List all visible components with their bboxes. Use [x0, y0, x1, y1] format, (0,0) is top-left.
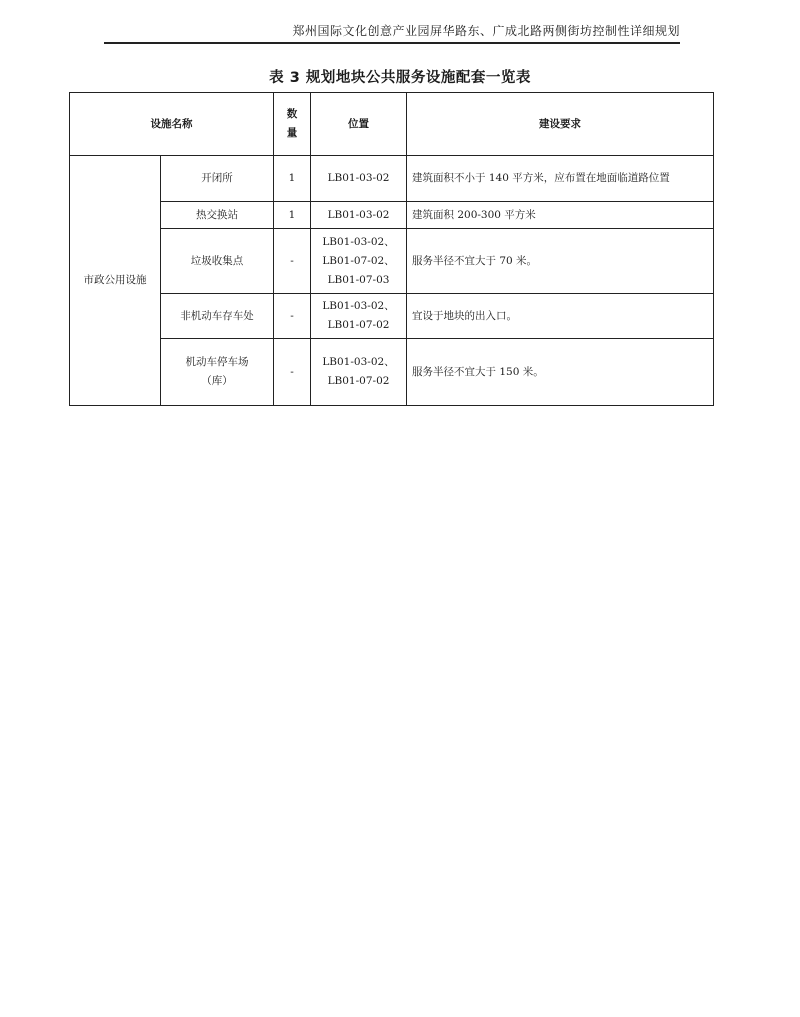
location-line: LB01-07-03 [327, 273, 390, 286]
location-line: LB01-03-02、 [322, 235, 395, 248]
facility-name: 垃圾收集点 [161, 229, 274, 294]
header-qty-line1: 数 [286, 108, 298, 120]
table-title: 表 3 规划地块公共服务设施配套一览表 [269, 70, 531, 86]
location-line: LB01-07-02 [327, 319, 390, 331]
facility-qty: 1 [274, 156, 311, 202]
facility-requirement: 服务半径不宜大于 70 米。 [407, 229, 714, 294]
header-qty [274, 93, 311, 156]
facility-qty: - [274, 294, 311, 339]
header-qty-line2: 量 [286, 127, 298, 139]
header-requirement: 建设要求 [407, 93, 714, 156]
table-row [70, 156, 714, 202]
facility-location [311, 229, 407, 294]
facility-location: LB01-03-02 [311, 156, 407, 202]
facility-name: 开闭所 [161, 156, 274, 202]
facility-requirement: 建筑面积 200-300 平方米 [407, 202, 714, 229]
facility-name: 非机动车存车处 [161, 294, 274, 339]
table-row [70, 202, 714, 229]
facilities-table [69, 92, 714, 406]
location-line: LB01-07-02、 [322, 254, 395, 267]
header-name: 设施名称 [70, 93, 274, 156]
facility-requirement: 服务半径不宜大于 150 米。 [407, 339, 714, 406]
location-line: LB01-03-02、 [322, 356, 395, 368]
facility-name-line: 机动车停车场 [185, 356, 249, 368]
table-row [70, 294, 714, 339]
facility-name-line: （库） [201, 375, 233, 387]
facility-qty: - [274, 339, 311, 406]
table-header-row [70, 93, 714, 156]
facility-name: 热交换站 [161, 202, 274, 229]
facility-qty: 1 [274, 202, 311, 229]
facility-location [311, 294, 407, 339]
location-line: LB01-03-02、 [322, 300, 395, 312]
table-row [70, 339, 714, 406]
facility-requirement: 建筑面积不小于 140 平方米，应布置在地面临道路位置 [407, 156, 714, 202]
facility-requirement: 宜设于地块的出入口。 [407, 294, 714, 339]
facility-location [311, 339, 407, 406]
category-cell: 市政公用设施 [70, 156, 161, 406]
facility-name [161, 339, 274, 406]
header-rule [104, 42, 680, 44]
location-line: LB01-07-02 [327, 375, 390, 387]
header-location: 位置 [311, 93, 407, 156]
table-row [70, 229, 714, 294]
page-header: 郑州国际文化创意产业园屏华路东、广成北路两侧街坊控制性详细规划 [292, 24, 680, 38]
facility-location: LB01-03-02 [311, 202, 407, 229]
facility-qty: - [274, 229, 311, 294]
